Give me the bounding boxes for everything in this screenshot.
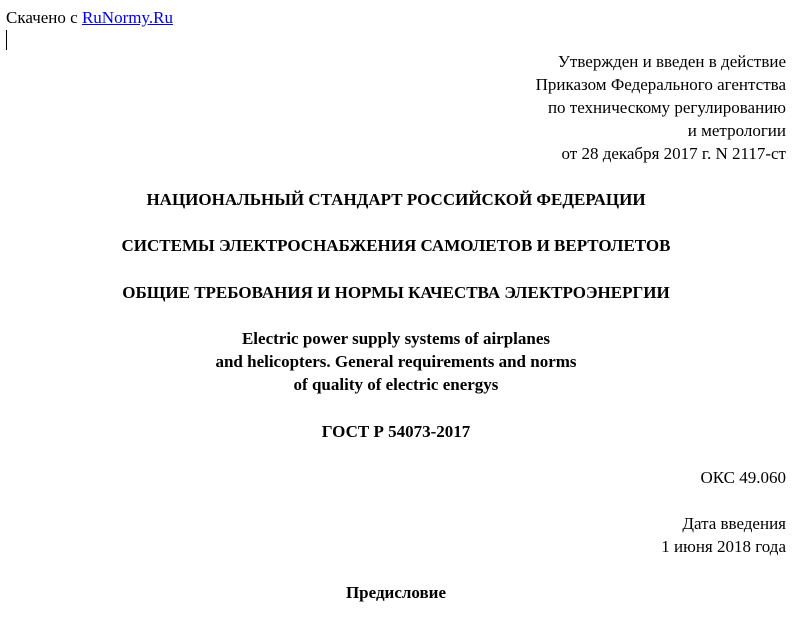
approval-line: и метрологии <box>687 121 786 140</box>
gost-number: ГОСТ Р 54073-2017 <box>321 422 471 441</box>
standard-title-requirements: ОБЩИЕ ТРЕБОВАНИЯ И НОРМЫ КАЧЕСТВА ЭЛЕКТРОЭНЕРГИИ <box>122 283 670 302</box>
standard-title-systems: СИСТЕМЫ ЭЛЕКТРОСНАБЖЕНИЯ САМОЛЕТОВ И ВЕРТОЛЕТОВ <box>121 236 671 255</box>
standard-title-national: НАЦИОНАЛЬНЫЙ СТАНДАРТ РОССИЙСКОЙ ФЕДЕРАЦИИ <box>146 190 646 209</box>
introduction-label: Дата введения <box>682 514 786 533</box>
introduction-date: 1 июня 2018 года <box>661 537 786 556</box>
text-cursor <box>6 30 7 50</box>
oks-code: ОКС 49.060 <box>700 468 786 487</box>
source-prefix: Скачено с <box>6 8 82 27</box>
approval-line: Приказом Федерального агентства <box>535 75 786 94</box>
english-title-line: Electric power supply systems of airplanes <box>241 329 551 348</box>
english-title-line: of quality of electric energys <box>293 375 499 394</box>
approval-block <box>386 50 786 165</box>
english-title-line: and helicopters. General requirements and norms <box>215 352 577 371</box>
approval-line: по техническому регулированию <box>547 98 786 117</box>
source-link[interactable]: RuNormy.Ru <box>81 8 173 27</box>
approval-line: Утвержден и введен в действие <box>557 52 786 71</box>
approval-line: от 28 декабря 2017 г. N 2117-ст <box>561 144 786 163</box>
source-line <box>6 6 173 29</box>
foreword-heading: Предисловие <box>345 583 447 602</box>
